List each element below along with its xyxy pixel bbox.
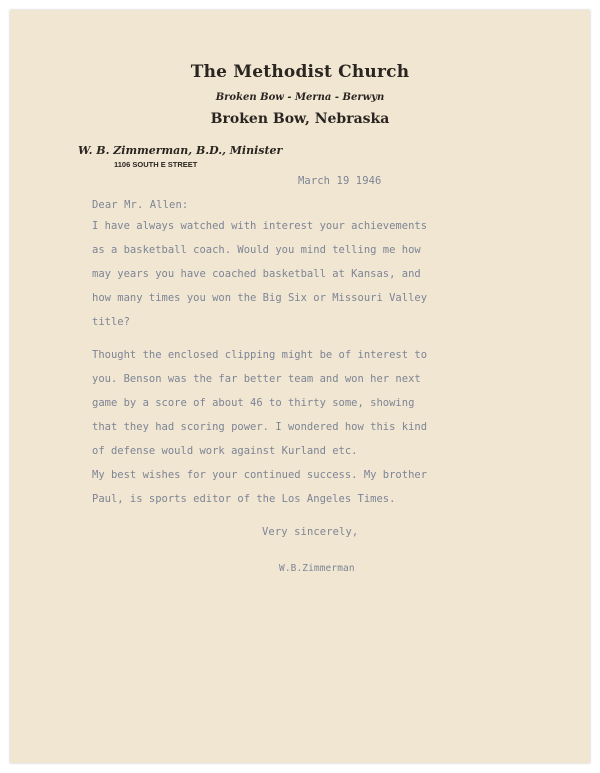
paragraph-line: Thought the enclosed clipping might be of interest to bbox=[92, 349, 428, 361]
minister-name: W. B. Zimmerman, B.D., Minister bbox=[78, 144, 283, 157]
paragraph-line: Paul, is sports editor of the Los Angeles Times. bbox=[92, 493, 396, 505]
letter-date: March 19 1946 bbox=[298, 175, 382, 187]
letter-page bbox=[10, 10, 590, 763]
paragraph-line: I have always watched with interest your achievements bbox=[92, 220, 428, 232]
minister-address: 1106 SOUTH E STREET bbox=[114, 160, 198, 169]
typed-signature: W.B.Zimmerman bbox=[279, 563, 355, 574]
closing: Very sincerely, bbox=[262, 526, 359, 538]
paragraph-line: may years you have coached basketball at Kansas, and bbox=[92, 268, 421, 280]
paragraph-line: of defense would work against Kurland etc. bbox=[92, 445, 358, 457]
paragraph-1 bbox=[92, 214, 427, 334]
paragraph-line: as a basketball coach. Would you mind telling me how bbox=[92, 244, 421, 256]
church-locations: Broken Bow - Merna - Berwyn bbox=[215, 92, 385, 103]
church-city: Broken Bow, Nebraska bbox=[210, 111, 390, 127]
paragraph-line: game by a score of about 46 to thirty some, showing bbox=[92, 397, 415, 409]
paragraph-line: My best wishes for your continued success. My brother bbox=[92, 469, 428, 481]
paragraph-line: you. Benson was the far better team and won her next bbox=[92, 373, 421, 385]
paragraph-line: how many times you won the Big Six or Missouri Valley bbox=[92, 292, 428, 304]
paragraph-2 bbox=[92, 343, 427, 463]
salutation: Dear Mr. Allen: bbox=[92, 199, 189, 211]
paragraph-line: that they had scoring power. I wondered how this kind bbox=[92, 421, 428, 433]
paragraph-3 bbox=[92, 463, 427, 511]
church-name: The Methodist Church bbox=[190, 62, 410, 82]
paragraph-line: title? bbox=[92, 316, 130, 328]
